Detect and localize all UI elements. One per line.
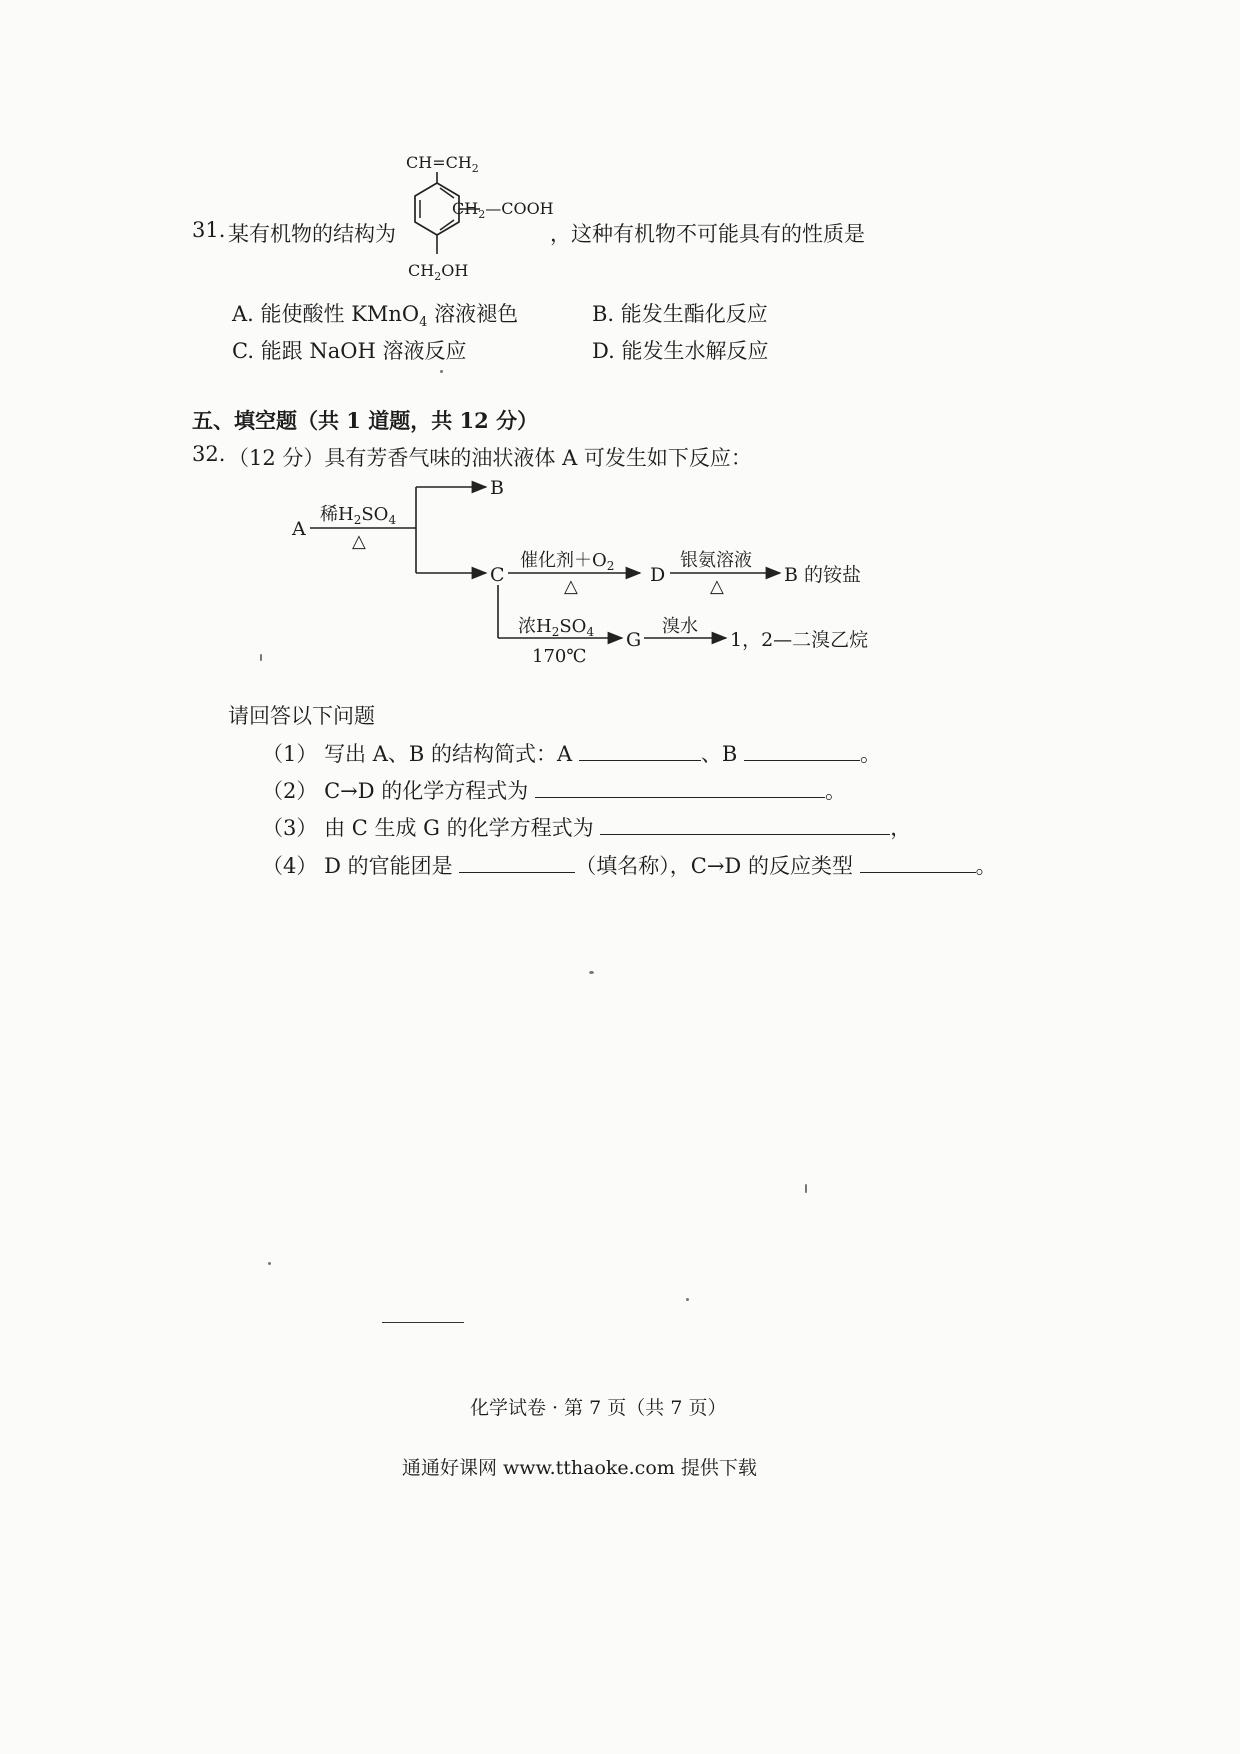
q32-stem: （12 分）具有芳香气味的油状液体 A 可发生如下反应： [228, 446, 752, 470]
cond-temperature: 170℃ [532, 646, 587, 667]
part-end: 。 [860, 742, 881, 766]
q32-part-2 [262, 775, 846, 805]
scan-speck [268, 1262, 271, 1265]
answer-blank-a[interactable] [579, 740, 701, 761]
heat-symbol: △ [564, 576, 578, 597]
q31-option-a [232, 298, 518, 330]
scan-speck [805, 1184, 807, 1193]
scan-speck [686, 1298, 689, 1301]
compound-g: G [626, 629, 642, 651]
part-end: ， [890, 816, 912, 840]
ch2oh-sub: 2 [434, 270, 442, 283]
q31-stem-after: ，这种有机物不可能具有的性质是 [550, 222, 865, 246]
option-text-tail: 溶液褪色 [427, 302, 519, 326]
option-text: 能发生水解反应 [621, 339, 769, 363]
part-text: C→D 的化学方程式为 [324, 779, 529, 803]
separator-line [382, 1322, 464, 1323]
part-text: 写出 A、B 的结构简式：A [324, 742, 573, 766]
option-letter: A. [232, 302, 254, 326]
part-text-mid: 、B [700, 742, 738, 766]
scan-speck [260, 654, 262, 661]
reaction-scheme [280, 470, 900, 680]
part-text: 由 C 生成 G 的化学方程式为 [324, 816, 594, 840]
heat-symbol: △ [710, 576, 724, 597]
option-text: 能跟 NaOH 溶液反应 [260, 339, 467, 363]
option-letter: C. [232, 339, 254, 363]
scan-speck [589, 971, 594, 974]
option-sub: 4 [419, 315, 428, 331]
q31-option-c [232, 335, 466, 365]
part-label: （4） [262, 854, 318, 878]
option-letter: D. [592, 339, 615, 363]
q32-part-3 [262, 812, 911, 842]
product-dibromoethane: 1，2—二溴乙烷 [730, 629, 869, 651]
ch2oh-ch: CH [408, 261, 435, 280]
vinyl-sub: 2 [471, 162, 479, 175]
cooh-group: —COOH [485, 199, 554, 218]
cond-silver-ammonia: 银氨溶液 [680, 550, 752, 571]
q32-part-4 [262, 850, 997, 880]
q32-number: 32. [192, 442, 226, 466]
ch2-sub: 2 [478, 208, 486, 221]
part-label: （3） [262, 816, 318, 840]
q32-prompt: 请回答以下问题 [228, 704, 375, 728]
product-b-ammonium-salt: B 的铵盐 [784, 564, 862, 586]
compound-a: A [292, 518, 306, 540]
part-end: 。 [824, 779, 846, 803]
heat-symbol: △ [352, 531, 366, 552]
q31-option-d [592, 335, 768, 365]
answer-blank-reaction-type[interactable] [860, 852, 976, 873]
q31-structure [380, 148, 570, 293]
page-footer: 化学试卷 · 第 7 页（共 7 页） [470, 1397, 727, 1419]
part-label: （2） [262, 779, 318, 803]
q32-part-1 [262, 738, 881, 768]
ch2-group: CH [452, 199, 479, 218]
q31-number: 31. [192, 218, 226, 242]
compound-d: D [650, 564, 666, 586]
svg-text:CH=CH2 [406, 153, 479, 175]
q31-stem-before: 某有机物的结构为 [228, 222, 396, 246]
q31-option-b [592, 298, 768, 328]
svg-text:CH2OH [408, 261, 468, 283]
answer-blank-c-to-d-equation[interactable] [535, 777, 825, 798]
answer-blank-functional-group[interactable] [459, 852, 575, 873]
part-text: D 的官能团是 [324, 854, 453, 878]
option-letter: B. [592, 302, 615, 326]
cond-catalyst-o2: 催化剂$+O_2$ [520, 550, 615, 573]
part-label: （1） [262, 742, 318, 766]
part-end: 。 [975, 854, 997, 878]
part-text-mid: （填名称），C→D 的反应类型 [575, 854, 853, 878]
option-text: 能发生酯化反应 [620, 302, 768, 326]
vinyl-group: CH=CH [406, 153, 472, 172]
ch2oh-oh: OH [441, 261, 469, 280]
svg-text:CH2—COOH [452, 199, 554, 221]
compound-b: B [490, 477, 504, 499]
cond-dilute-h2so4: 稀$H_2SO_4$ [320, 504, 397, 527]
source-watermark: 通通好课网 www.tthaoke.com 提供下载 [402, 1457, 757, 1479]
compound-c: C [490, 564, 505, 586]
answer-blank-c-to-g-equation[interactable] [600, 814, 890, 835]
cond-bromine-water: 溴水 [662, 616, 698, 637]
cond-conc-h2so4: 浓$H_2SO_4$ [518, 616, 595, 639]
answer-blank-b[interactable] [744, 740, 860, 761]
option-text: 能使酸性 KMnO [260, 302, 420, 326]
scan-speck [440, 370, 443, 373]
section-heading: 五、填空题（共 1 道题，共 12 分） [192, 408, 539, 433]
